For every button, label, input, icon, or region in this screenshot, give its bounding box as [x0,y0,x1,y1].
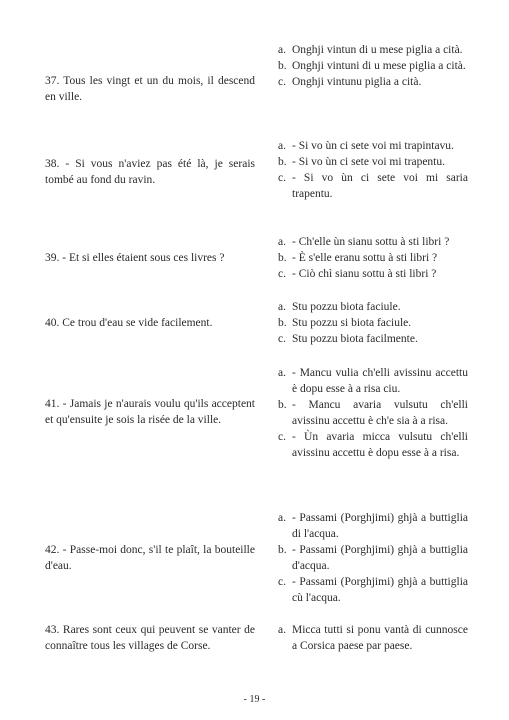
option-37a: a. Onghji vintun di u mese piglia a cità. [278,44,463,56]
option-37b: b. Onghji vintuni di u mese piglia a cità. [278,60,466,72]
option-40b: b. Stu pozzu si biota faciule. [278,317,412,329]
options-41 [278,365,468,461]
option-38c: c. - Si vo ùn ci sete voi mi saria trapentu. [278,172,468,200]
options-43 [278,622,468,654]
question-38: 38. - Si vous n'aviez pas été là, je serais tombé au fond du ravin. [45,158,255,186]
option-39b: b. - È s'elle eranu sottu à sti libri ? [278,252,438,264]
option-41b: b. - Mancu avaria vulsutu ch'elli avissinu accettu è ch'e sia à a risa. [278,399,468,427]
options-37 [278,42,468,90]
option-41a: a. - Mancu vulia ch'elli avissinu accettu è dopu esse à a risa ciu. [278,367,468,395]
options-39 [278,234,468,282]
option-38b: b. - Si vo ùn ci sete voi mi trapentu. [278,156,445,168]
question-39: 39. - Et si elles étaient sous ces livres ? [45,252,225,264]
question-42: 42. - Passe-moi donc, s'il te plaît, la bouteille d'eau. [45,544,255,572]
option-37c: c. Onghji vintunu piglia a cità. [278,76,422,88]
option-42c: c. - Passami (Porghjimi) ghjà a buttiglia cù l'acqua. [278,576,468,604]
option-42b: b. - Passami (Porghjimi) ghjà a buttiglia d'acqua. [278,544,468,572]
question-40: 40. Ce trou d'eau se vide facilement. [45,317,213,329]
option-41c: c. - Ùn avaria micca vulsutu ch'elli avissinu accettu è dopu esse à a risa. [278,431,468,459]
option-40a: a. Stu pozzu biota faciule. [278,301,401,313]
options-40 [278,299,468,347]
option-39c: c. - Ciò chì sianu sottu à sti libri ? [278,268,437,280]
options-38 [278,138,468,202]
option-38a: a. - Si vo ùn ci sete voi mi trapintavu. [278,140,454,152]
page-number: - 19 - [243,694,266,705]
question-37: 37. Tous les vingt et un du mois, il descend en ville. [45,75,255,103]
option-42a: a. - Passami (Porghjimi) ghjà a buttiglia di l'acqua. [278,512,468,540]
option-39a: a. - Ch'elle ùn sianu sottu à sti libri ? [278,236,450,248]
question-43: 43. Rares sont ceux qui peuvent se vanter de connaître tous les villages de Corse. [45,624,255,652]
question-41: 41. - Jamais je n'aurais voulu qu'ils acceptent et qu'ensuite je sois la risée de la ville. [45,398,255,426]
option-43a: a. Micca tutti si ponu vantà di cunnosce a Corsica paese par paese. [278,624,468,652]
options-42 [278,510,468,606]
option-40c: c. Stu pozzu biota facilmente. [278,333,418,345]
